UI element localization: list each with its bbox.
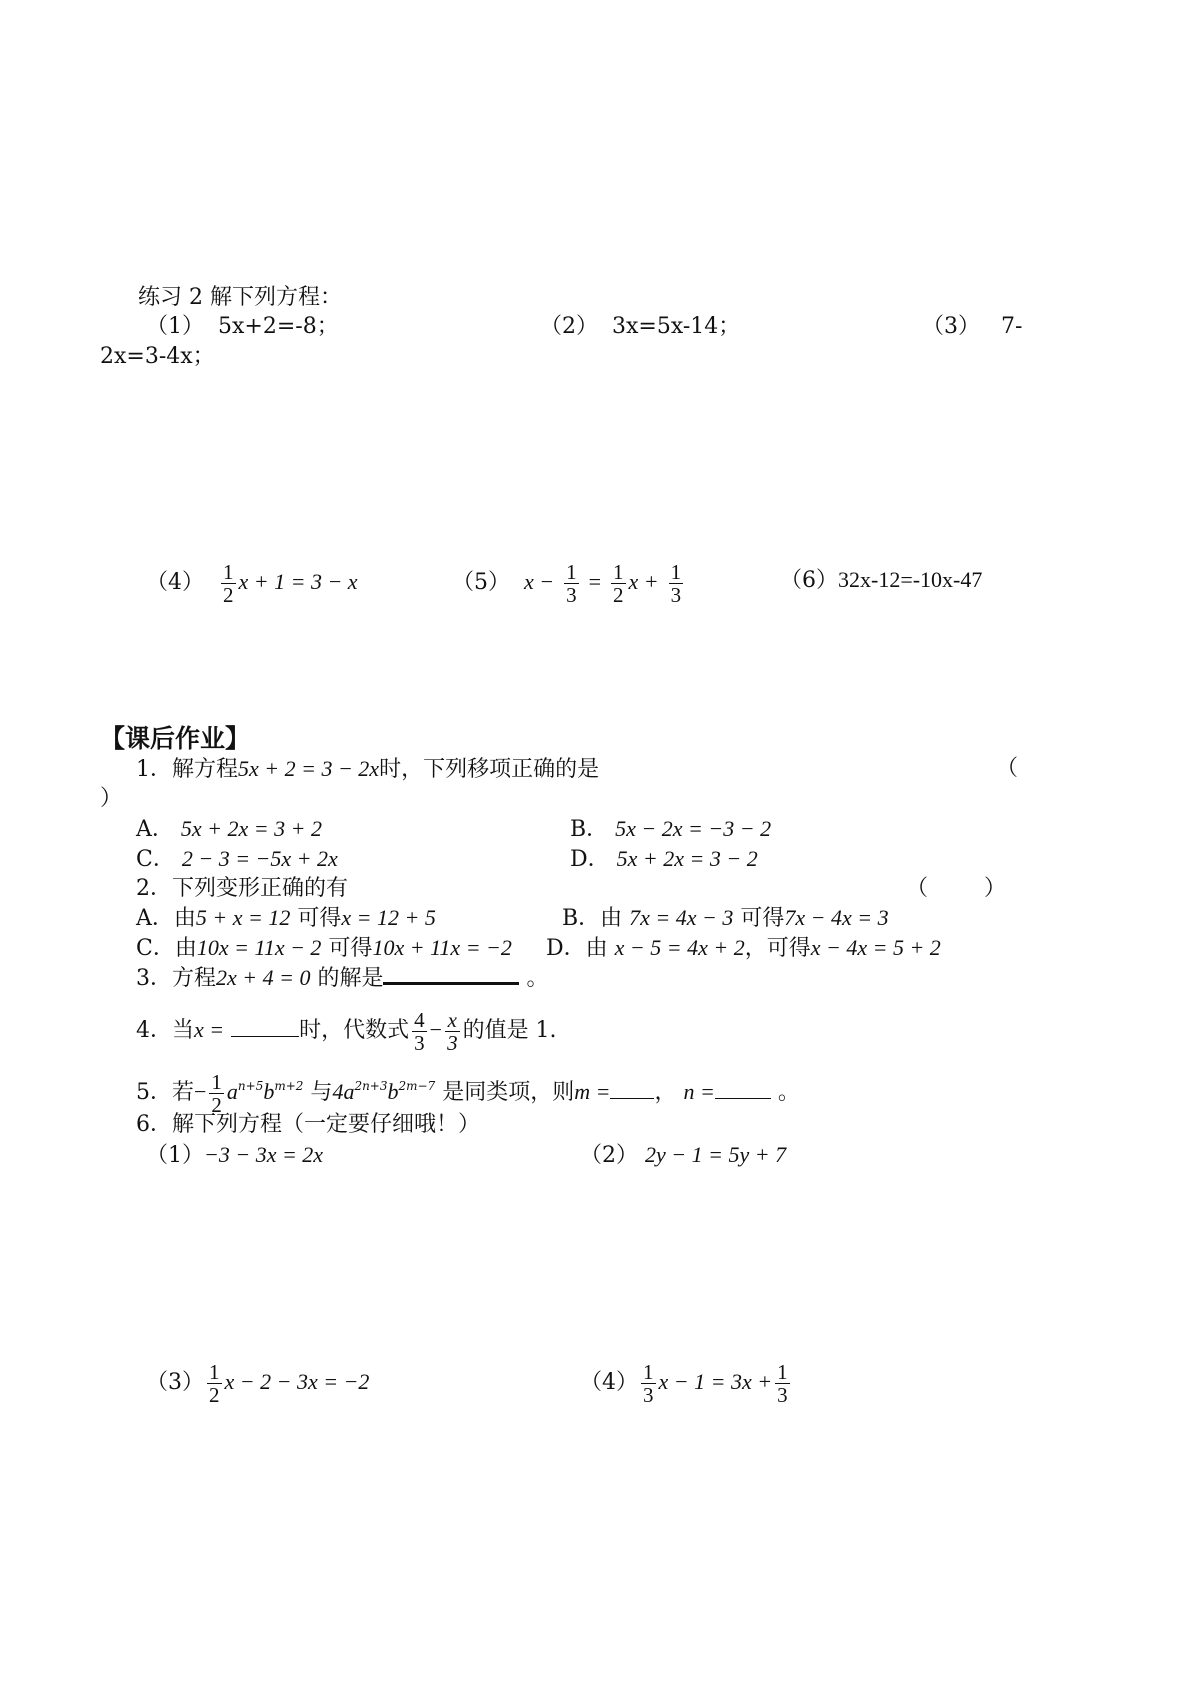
item-label: （3） xyxy=(922,314,980,339)
equation: 5x+2=-8； xyxy=(218,314,339,339)
fraction: $\frac{1}{2}$ xyxy=(223,559,234,607)
question-2: 2．下列变形正确的有 xyxy=(136,876,348,901)
answer-blank[interactable] xyxy=(383,964,519,985)
question-3: 3．方程2x + 4 = 0 的解是 。 xyxy=(136,965,549,991)
item-label: （2） xyxy=(540,314,598,339)
fraction: $\frac{1}{2}$ xyxy=(211,1069,222,1117)
equation: x + 1 = 3 − x xyxy=(238,569,358,594)
practice-item-3-wrap: 2x=3-4x； xyxy=(100,344,215,369)
answer-blank[interactable] xyxy=(715,1080,771,1099)
item-label: （5） xyxy=(452,570,510,595)
option-b: B．由 7x = 4x − 3 可得7x − 4x = 3 xyxy=(562,905,889,931)
fraction: $\frac{1}{2}$ xyxy=(613,559,624,607)
practice-item-6 xyxy=(780,567,982,594)
practice-item-5: （5） x − $\frac{1}{3}$ = $\frac{1}{2}$ x + $\frac{1}{3}$ xyxy=(452,559,682,607)
option-a: A． 5x + 2x = 3 + 2 xyxy=(136,816,322,842)
item-label: （1） xyxy=(146,314,204,339)
equation: 5x + 2 = 3 − 2x xyxy=(238,756,380,781)
equation: 2x + 4 = 0 xyxy=(216,965,311,990)
fraction: $\frac{1}{2}$ xyxy=(209,1359,220,1407)
question-5: 5．若− $\frac{1}{2}$ $a^{n+5}b^{m+2}$ 与$4a^{2n+3}b^{2m-7}$ 是同类项，则m = ， n = 。 xyxy=(136,1069,800,1117)
question-1: 1．解方程5x + 2 = 3 − 2x时，下列移项正确的是 xyxy=(136,756,600,782)
equation: 32x-12=-10x-47 xyxy=(838,567,983,592)
option-c: C．由10x = 11x − 2 可得10x + 11x = −2 xyxy=(136,935,512,961)
q6-item-2: （2） 2y − 1 = 5y + 7 xyxy=(580,1142,787,1168)
option-a: A．由5 + x = 12 可得x = 12 + 5 xyxy=(136,905,436,931)
practice-item-1 xyxy=(146,314,339,340)
answer-blank[interactable] xyxy=(231,1018,299,1037)
answer-blank[interactable] xyxy=(610,1080,654,1099)
fraction: $\frac{1}{3}$ xyxy=(670,559,682,607)
answer-paren-open: （ xyxy=(906,876,929,901)
fraction: $\frac{1}{3}$ xyxy=(643,1359,654,1407)
practice-item-4 xyxy=(146,552,358,613)
q6-item-1: （1）−3 − 3x = 2x xyxy=(146,1142,324,1168)
fraction: $\frac{1}{3}$ xyxy=(566,559,577,607)
question-4: 4．当x = 时，代数式 $\frac{4}{3}$ − $\frac{x}{3}$ 的值是 1. xyxy=(136,1007,557,1055)
option-c: C． 2 − 3 = −5x + 2x xyxy=(136,846,338,872)
option-d: D． 5x + 2x = 3 − 2 xyxy=(570,846,758,872)
answer-paren-close: ） xyxy=(100,786,123,811)
answer-paren-open: （ xyxy=(996,756,1019,781)
q6-item-3: （3） $\frac{1}{2}$ x − 2 − 3x = −2 xyxy=(146,1359,370,1407)
item-label: （6） xyxy=(780,568,838,593)
fraction: $\frac{1}{3}$ xyxy=(777,1359,788,1407)
equation-part: 7- xyxy=(1000,314,1023,339)
practice-title: 练习 2 解下列方程： xyxy=(138,285,342,310)
answer-paren-close: ） xyxy=(984,876,1007,901)
option-b: B． 5x − 2x = −3 − 2 xyxy=(570,816,772,842)
question-6: 6．解下列方程（一定要仔细哦！） xyxy=(136,1112,480,1137)
q6-item-4: （4） $\frac{1}{3}$ x − 1 = 3x + $\frac{1}{3}$ xyxy=(580,1359,788,1407)
option-d: D．由 x − 5 = 4x + 2，可得x − 4x = 5 + 2 xyxy=(546,935,941,961)
fraction: $\frac{4}{3}$ xyxy=(414,1007,425,1055)
homework-heading: 【课后作业】 xyxy=(100,724,251,753)
item-label: （4） xyxy=(146,570,204,595)
practice-item-3 xyxy=(922,314,1022,340)
fraction: $\frac{x}{3}$ xyxy=(447,1007,458,1055)
practice-item-2 xyxy=(540,314,740,340)
equation: 3x=5x-14； xyxy=(612,314,741,339)
